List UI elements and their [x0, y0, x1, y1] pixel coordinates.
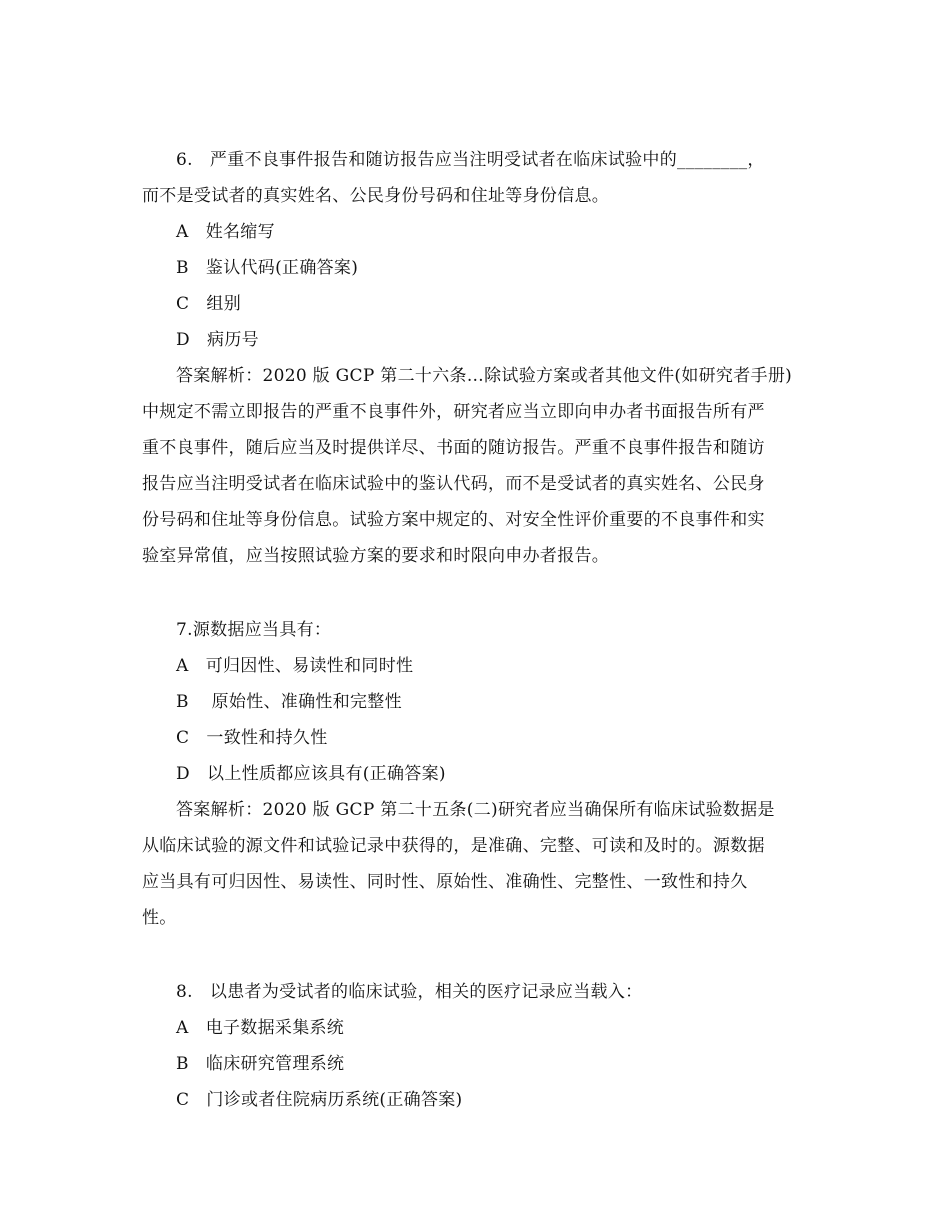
question-6-analysis-line-6: 验室异常值，应当按照试验方案的要求和时限向申办者报告。: [142, 546, 610, 566]
question-6-option-b: B 鉴认代码(正确答案): [176, 258, 359, 278]
question-6-stem-line-1: 6. 严重不良事件报告和随访报告应当注明受试者在临床试验中的________，: [176, 150, 765, 170]
question-6-option-a: A 姓名缩写: [176, 222, 275, 242]
question-8-option-c: C 门诊或者住院病历系统(正确答案): [176, 1090, 463, 1110]
question-7-analysis-line-3: 应当具有可归因性、易读性、同时性、原始性、准确性、完整性、一致性和持久: [142, 872, 748, 892]
question-8-option-b: B 临床研究管理系统: [176, 1054, 345, 1074]
question-7-analysis-line-1: 答案解析：2020 版 GCP 第二十五条(二)研究者应当确保所有临床试验数据是: [176, 800, 775, 820]
question-6-stem-line-2: 而不是受试者的真实姓名、公民身份号码和住址等身份信息。: [142, 186, 610, 206]
question-6-option-d: D 病历号: [176, 330, 259, 350]
question-6-analysis-line-3: 重不良事件，随后应当及时提供详尽、书面的随访报告。严重不良事件报告和随访: [142, 438, 765, 458]
question-7-option-d: D 以上性质都应该具有(正确答案): [176, 764, 446, 784]
question-8-stem-line-1: 8. 以患者为受试者的临床试验，相关的医疗记录应当载入：: [176, 982, 643, 1002]
question-7-option-c: C 一致性和持久性: [176, 728, 328, 748]
question-7-stem-line-1: 7.源数据应当具有：: [176, 620, 332, 640]
question-7-option-b: B 原始性、准确性和完整性: [176, 692, 402, 712]
question-7-analysis-line-2: 从临床试验的源文件和试验记录中获得的，是准确、完整、可读和及时的。源数据: [142, 836, 765, 856]
question-7-analysis-line-4: 性。: [142, 908, 177, 928]
question-7-option-a: A 可归因性、易读性和同时性: [176, 656, 414, 676]
question-6-option-c: C 组别: [176, 294, 242, 314]
question-6-analysis-line-2: 中规定不需立即报告的严重不良事件外，研究者应当立即向申办者书面报告所有严: [142, 402, 765, 422]
question-6-analysis-line-5: 份号码和住址等身份信息。试验方案中规定的、对安全性评价重要的不良事件和实: [142, 510, 765, 530]
question-6-analysis-line-4: 报告应当注明受试者在临床试验中的鉴认代码，而不是受试者的真实姓名、公民身: [142, 474, 765, 494]
question-8-option-a: A 电子数据采集系统: [176, 1018, 345, 1038]
question-6-analysis-line-1: 答案解析：2020 版 GCP 第二十六条…除试验方案或者其他文件(如研究者手册): [176, 366, 793, 386]
